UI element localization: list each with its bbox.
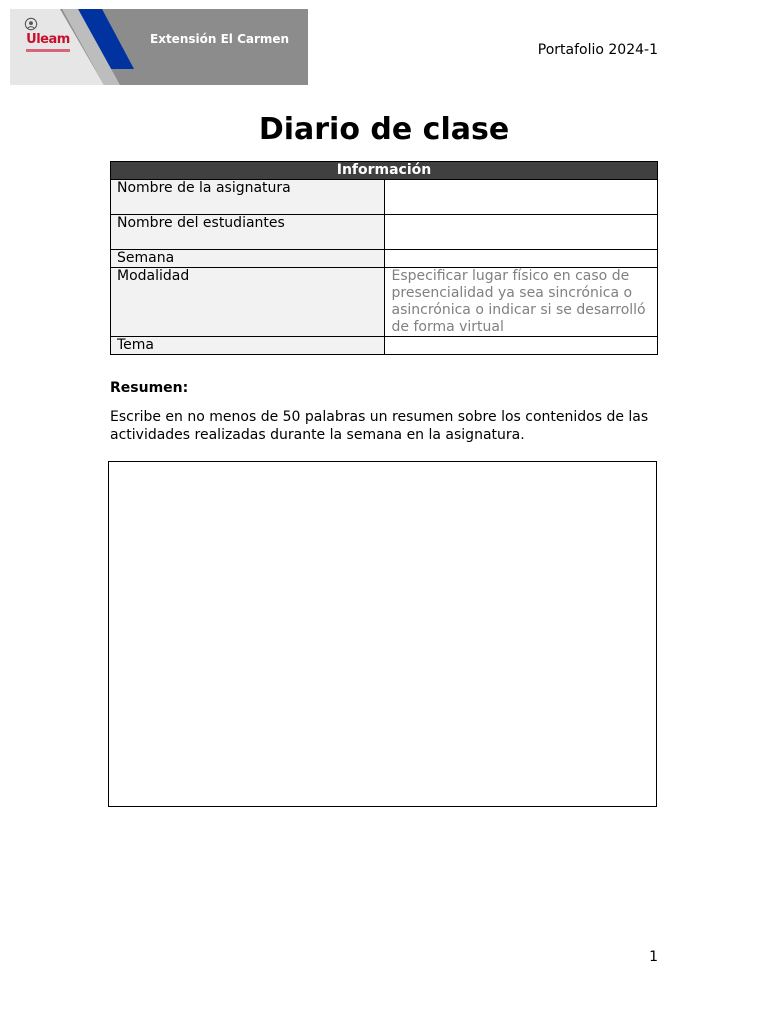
subject-field[interactable] <box>384 180 658 215</box>
row-label-student: Nombre del estudiantes <box>111 215 385 250</box>
portfolio-label: Portafolio 2024-1 <box>537 42 658 58</box>
table-row <box>111 268 658 337</box>
logo-text: Uleam <box>26 32 70 47</box>
emblem-icon <box>24 17 38 31</box>
row-label-modality: Modalidad <box>111 268 385 337</box>
uleam-logo <box>24 17 72 61</box>
page-title: Diario de clase <box>258 112 510 147</box>
row-label-week: Semana <box>111 250 385 268</box>
student-field[interactable] <box>384 215 658 250</box>
page-number: 1 <box>649 949 658 965</box>
row-label-topic: Tema <box>111 337 385 355</box>
table-row <box>111 337 658 355</box>
modality-field[interactable]: Especificar lugar físico en caso de presencialidad ya sea sincrónica o asincrónica o indicar si se desarrolló de forma virtual <box>384 268 658 337</box>
logo-underline <box>26 49 70 52</box>
week-field[interactable] <box>384 250 658 268</box>
table-row <box>111 180 658 215</box>
table-header: Información <box>111 162 658 180</box>
table-row <box>111 215 658 250</box>
topic-field[interactable] <box>384 337 658 355</box>
summary-text-box[interactable] <box>108 461 657 807</box>
information-table <box>110 161 658 355</box>
row-label-subject: Nombre de la asignatura <box>111 180 385 215</box>
header-banner <box>10 9 308 85</box>
table-row <box>111 250 658 268</box>
summary-heading: Resumen: <box>110 380 189 396</box>
campus-name: Extensión El Carmen <box>150 32 290 46</box>
summary-instructions: Escribe en no menos de 50 palabras un resumen sobre los contenidos de las actividades realizadas durante la semana en la asignatura. <box>110 409 649 443</box>
